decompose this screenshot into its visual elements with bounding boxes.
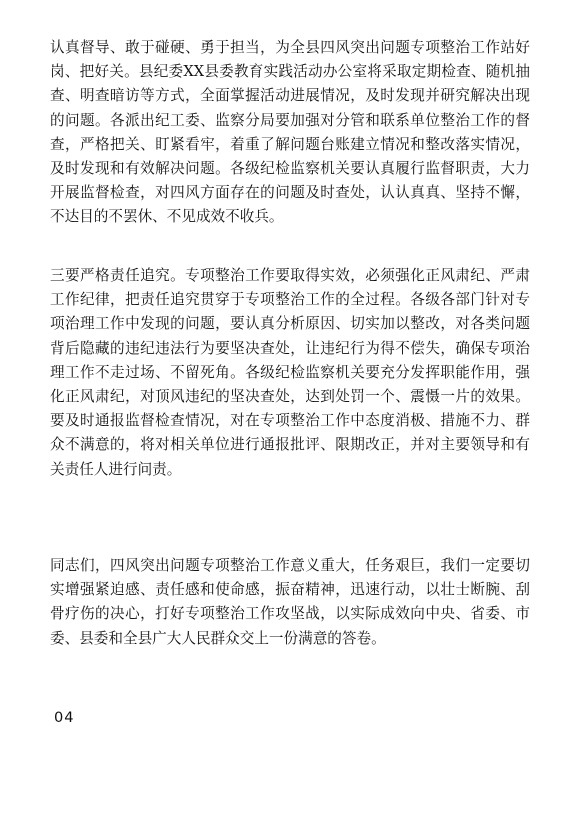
body-paragraph-accountability: 三要严格责任追究。专项整治工作要取得实效，必须强化正风肃纪、严肃工作纪律，把责任追究贯穿于专项整治工作的全过程。各级各部门针对专项治理工作中发现的问题，要认真分析原因、切实加以整改，对各类问题背后隐藏的违纪违法行为要坚决查处，让违纪行为得不偿失，确保专项治理工作不走过场、不留死角。各级纪检监察机关要充分发挥职能作用，强化正风肃纪，对顶风违纪的坚决查处，达到处罚一个、震慑一片的效果。要及时通报监督检查情况，对在专项整治工作中态度消极、措施不力、群众不满意的，将对相关单位进行通报批评、限期改正，并对主要领导和有关责任人进行问责。	[50, 267, 530, 478]
body-paragraph-closing: 同志们，四风突出问题专项整治工作意义重大，任务艰巨，我们一定要切实增强紧迫感、责任感和使命感，振奋精神，迅速行动，以壮士断腕、刮骨疗伤的决心，打好专项整治工作攻坚战，以实际成效向中央、省委、市委、县委和全县广大人民群众交上一份满意的答卷。	[50, 557, 530, 647]
body-paragraph-supervision: 认真督导、敢于碰硬、勇于担当，为全县四风突出问题专项整治工作站好岗、把好关。县纪委XX县委教育实践活动办公室将采取定期检查、随机抽查、明查暗访等方式，全面掌握活动进展情况，及时发现并研究解决出现的问题。各派出纪工委、监察分局要加强对分管和联系单位整治工作的督查，严格把关、盯紧看牢，着重了解问题台账建立情况和整改落实情况，及时发现和有效解决问题。各级纪检监察机关要认真履行监督职责，大力开展监督检查，对四风方面存在的问题及时查处，认认真真、坚持不懈，不达目的不罢休、不见成效不收兵。	[50, 39, 530, 226]
page-number: 04	[54, 709, 75, 726]
